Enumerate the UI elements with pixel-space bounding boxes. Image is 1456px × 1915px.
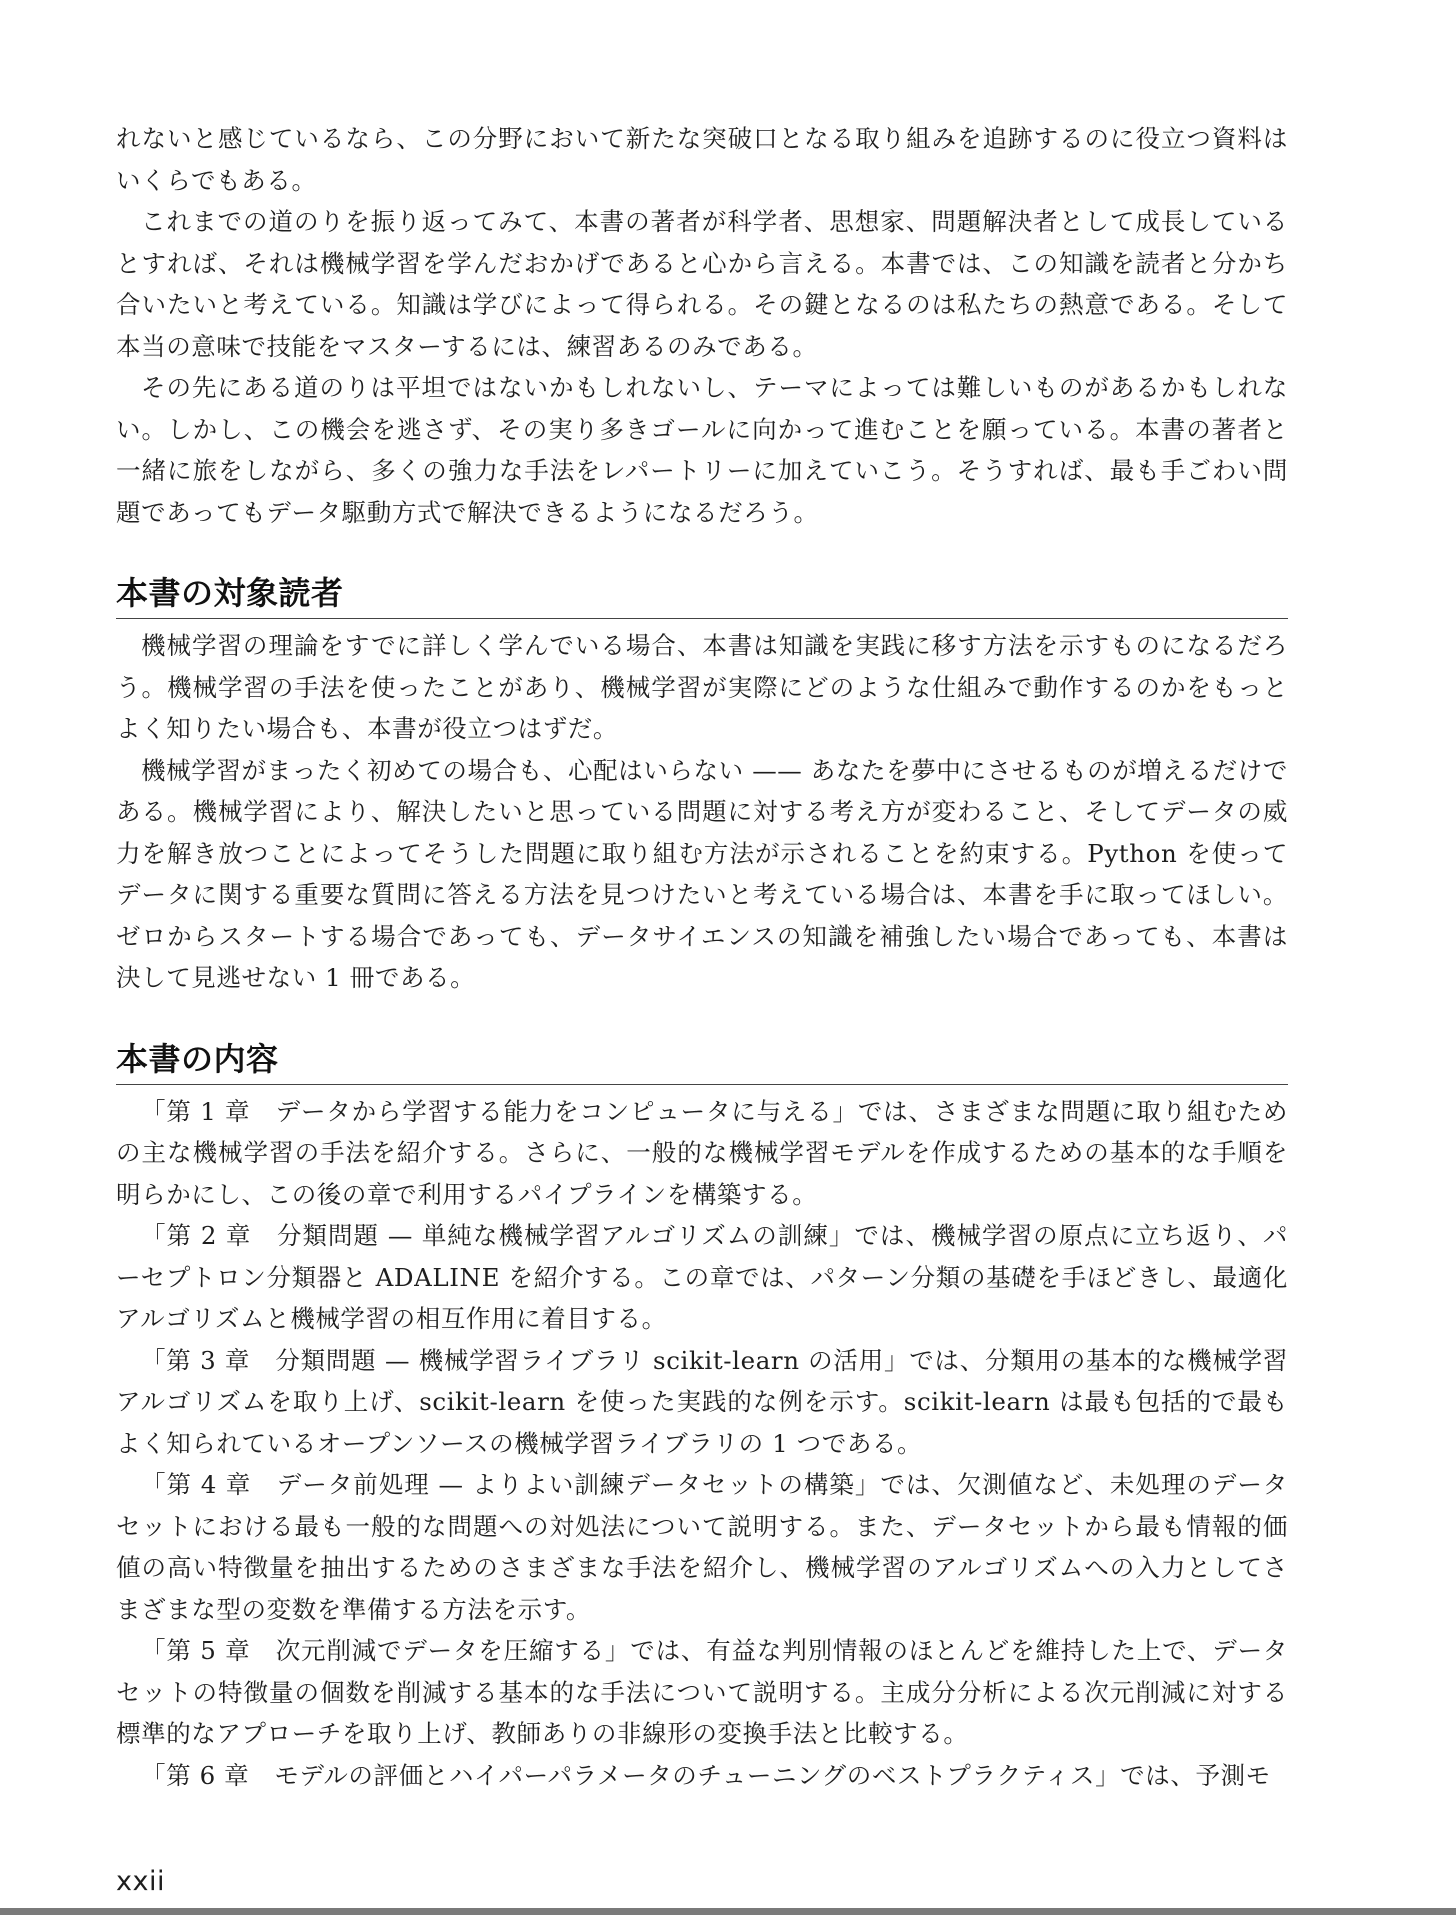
target-readers-paragraph: 機械学習がまったく初めての場合も、心配はいらない —— あなたを夢中にさせるものが増えるだけである。機械学習により、解決したいと思っている問題に対する考え方が変わること、そしてデータの威力を解き放つことによってそうした問題に取り組む方法が示されることを約束する。Python を使ってデータに関する重要な質問に答える方法を見つけたいと考えている場合は、本書を手に取ってほしい。ゼロからスタートする場合であっても、データサイエンスの知識を補強したい場合であっても、本書は決して見逃せない 1 冊である。 xyxy=(116,755,1288,992)
intro-paragraph: その先にある道のりは平坦ではないかもしれないし、テーマによっては難しいものがあるかもしれない。しかし、この機会を逃さず、その実り多きゴールに向かって進むことを願っている。本書の著者と一緒に旅をしながら、多くの強力な手法をレパートリーに加えていこう。そうすれば、最も手ごわい問題であってもデータ駆動方式で解決できるようになるだろう。 xyxy=(116,373,1288,527)
section-heading-contents: 本書の内容 xyxy=(116,1039,1288,1085)
page-number: xxii xyxy=(116,1866,165,1897)
intro-paragraph: れないと感じているなら、この分野において新たな突破口となる取り組みを追跡するのに役立つ資料はいくらでもある。 xyxy=(116,124,1288,195)
chapter-summary-paragraph: 「第 1 章 データから学習する能力をコンピュータに与える」では、さまざまな問題に取り組むための主な機械学習の手法を紹介する。さらに、一般的な機械学習モデルを作成するための基本的な手順を明らかにし、この後の章で利用するパイプラインを構築する。 xyxy=(116,1096,1288,1209)
chapter-summary-paragraph: 「第 4 章 データ前処理 — よりよい訓練データセットの構築」では、欠測値など、未処理のデータセットにおける最も一般的な問題への対処法について説明する。また、データセットから最も情報的価値の高い特徴量を抽出するためのさまざまな手法を紹介し、機械学習のアルゴリズムへの入力としてさまざまな型の変数を準備する方法を示す。 xyxy=(116,1470,1288,1624)
section-heading-target-readers: 本書の対象読者 xyxy=(116,573,1288,619)
page-body xyxy=(116,118,1288,1796)
intro-paragraph: これまでの道のりを振り返ってみて、本書の著者が科学者、思想家、問題解決者として成長しているとすれば、それは機械学習を学んだおかげであると心から言える。本書では、この知識を読者と分かち合いたいと考えている。知識は学びによって得られる。その鍵となるのは私たちの熱意である。そして本当の意味で技能をマスターするには、練習あるのみである。 xyxy=(116,207,1288,361)
chapter-summary-paragraph: 「第 6 章 モデルの評価とハイパーパラメータのチューニングのベストプラクティス」では、予測モ xyxy=(141,1760,1271,1790)
chapter-summary-paragraph: 「第 3 章 分類問題 — 機械学習ライブラリ scikit-learn の活用」では、分類用の基本的な機械学習アルゴリズムを取り上げ、scikit-learn を使った実践的な例を示す。scikit-learn は最も包括的で最もよく知られているオープンソースの機械学習ライブラリの 1 つである。 xyxy=(116,1345,1288,1458)
chapter-summary-paragraph: 「第 5 章 次元削減でデータを圧縮する」では、有益な判別情報のほとんどを維持した上で、データセットの特徴量の個数を削減する基本的な手法について説明する。主成分分析による次元削減に対する標準的なアプローチを取り上げ、教師ありの非線形の変換手法と比較する。 xyxy=(116,1636,1288,1748)
target-readers-paragraph: 機械学習の理論をすでに詳しく学んでいる場合、本書は知識を実践に移す方法を示すものになるだろう。機械学習の手法を使ったことがあり、機械学習が実際にどのような仕組みで動作するのかをもっとよく知りたい場合も、本書が役立つはずだ。 xyxy=(116,631,1288,743)
scan-bottom-edge xyxy=(0,1908,1456,1915)
chapter-summary-paragraph: 「第 2 章 分類問題 — 単純な機械学習アルゴリズムの訓練」では、機械学習の原点に立ち返り、パーセプトロン分類器と ADALINE を紹介する。この章では、パターン分類の基礎を手ほどきし、最適化アルゴリズムと機械学習の相互作用に着目する。 xyxy=(116,1221,1288,1333)
